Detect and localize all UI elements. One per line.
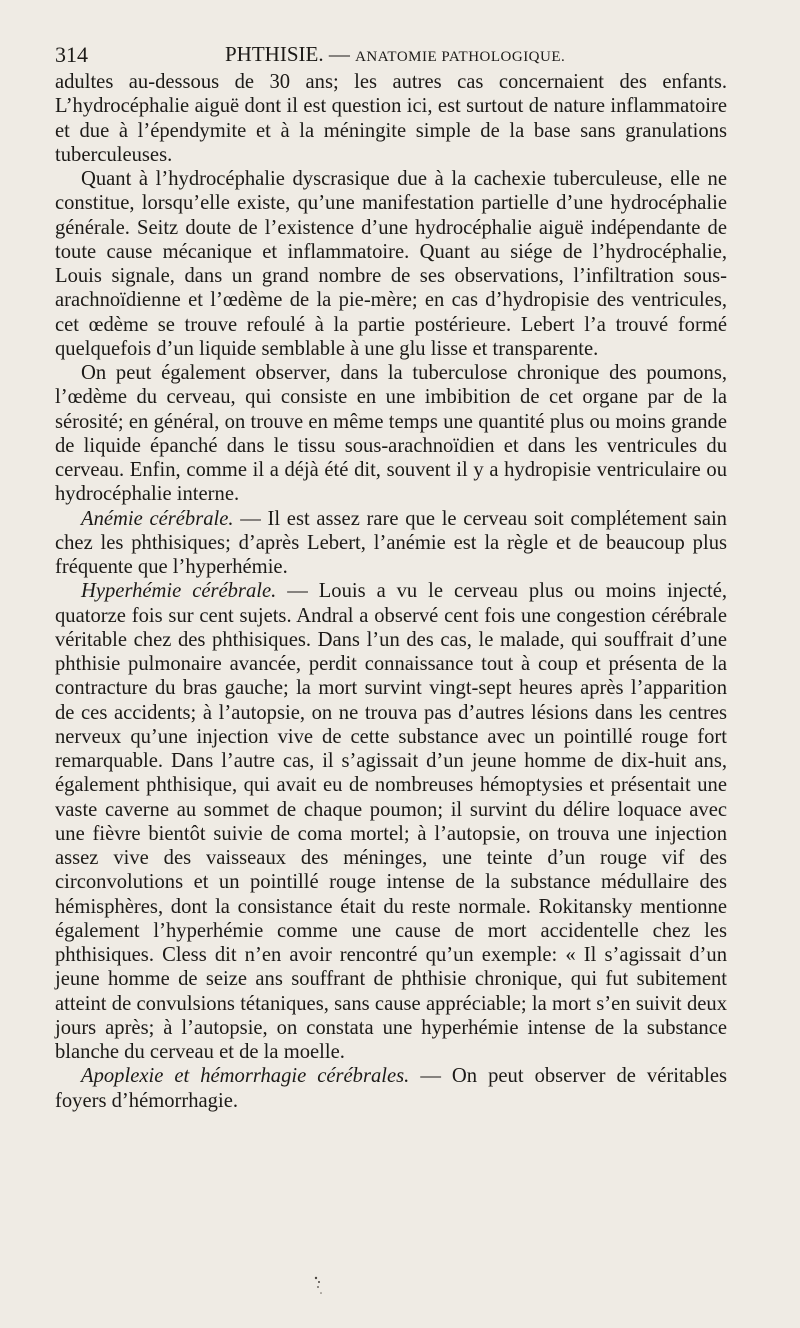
paragraph-text-anemie: — Il est assez rare que le cerveau soit complétement sain chez les phthisiques; d’après Lebert, l’anémie est la règle et de beaucoup plus fréquente que l’hyperhémie. [55,507,727,578]
page-number: 314 [55,42,88,67]
section-heading-apoplexie: Apoplexie et hémorrhagie cérébrales. [81,1065,410,1088]
header-title: PHTHISIE. [225,42,324,66]
paragraph-anemie [55,507,727,580]
ink-smudge-mark [312,1275,326,1309]
section-heading-hyperhemie: Hyperhémie cérébrale. [81,580,277,603]
paragraph-hydrocephalie: Quant à l’hydrocéphalie dyscrasique due à la cachexie tuberculeuse, elle ne constitue, lorsqu’elle existe, qu’une manifestation partielle d’une hydrocéphalie générale. Seitz doute de l’existence d’une hydrocéphalie aiguë indépendante de toute cause mécanique et inflammatoire. Quant au siége de l’hydrocéphalie, Louis signale, dans un grand nombre de ses observations, l’infiltration sous-arachnoïdienne et l’œdème de la pie-mère; en cas d’hydropisie des ventricules, cet œdème se trouve refoulé à la partie postérieure. Lebert l’a trouvé formé quelquefois d’un liquide semblable à une glu lisse et transparente. [55,168,727,360]
running-header [55,42,755,72]
section-heading-anemie: Anémie cérébrale. [81,507,234,530]
paragraph-apoplexie [55,1064,727,1113]
header-dash: — [328,42,350,66]
paragraph-text-apoplexie: — On peut observer de véritables foyers d’hémorrhagie. [55,1065,727,1112]
paragraph-continuation: adultes au-dessous de 30 ans; les autres cas concernaient des enfants. L’hydrocéphalie aiguë dont il est question ici, est surtout de nature inflammatoire et due à l’épendymite et à la méningite simple de la base sans granulations tuberculeuses. [55,71,727,166]
paragraph-text-hyperhemie: — Louis a vu le cerveau plus ou moins injecté, quatorze fois sur cent sujets. Andral a observé cent fois une congestion cérébrale véritable chez des phthisiques. Dans l’un des cas, le malade, qui souffrait d’une phthisie pulmonaire avancée, perdit connaissance tout à coup et présenta de la contracture du bras gauche; la mort survint vingt-sept heures après l’apparition de ces accidents; à l’autopsie, on ne trouva pas d’autres lésions dans les centres nerveux qu’une injection vive de cette substance avec un pointillé rouge fort remarquable. Dans l’autre cas, il s’agissait d’un jeune homme de dix-huit ans, également phthisique, qui avait eu de nombreuses hémoptysies et présentait une vaste caverne au sommet de chaque poumon; il survint du délire loquace avec une fièvre bientôt suivie de coma mortel; à l’autopsie, on trouva une injection assez vive des vaisseaux des méninges, une teinte d’un rouge vif des circonvolutions et un pointillé rouge intense de la substance médullaire des hémisphères, dont la consistance était du reste normale. Rokitansky mentionne également l’hyperhémie comme une cause de mort accidentelle chez les phthisiques. Cless dit n’en avoir rencontré qu’un exemple: « Il s’agissait d’un jeune homme de seize ans souffrant de phthisie chronique, qui fut subitement atteint de convulsions tétaniques, sans cause appréciable; la mort s’en suivit deux jours après; à l’autopsie, on constata une hyperhémie intense de la substance blanche du cerveau et de la moelle. [55,580,728,1063]
paragraph-hyperhemie [55,579,727,1064]
header-subtitle: ANATOMIE PATHOLOGIQUE. [355,49,566,65]
page-body [55,70,727,1113]
paragraph-oedeme: On peut également observer, dans la tuberculose chronique des poumons, l’œdème du cerveau, qui consiste en une imbibition de cet organe par de la sérosité; en général, on trouve en même temps une quantité plus ou moins grande de liquide épanché dans le tissu sous-arachnoïdien et dans les ventricules du cerveau. Enfin, comme il a déjà été dit, souvent il y a hydropisie ventriculaire ou hydrocéphalie interne. [55,362,727,506]
running-title [225,42,565,67]
